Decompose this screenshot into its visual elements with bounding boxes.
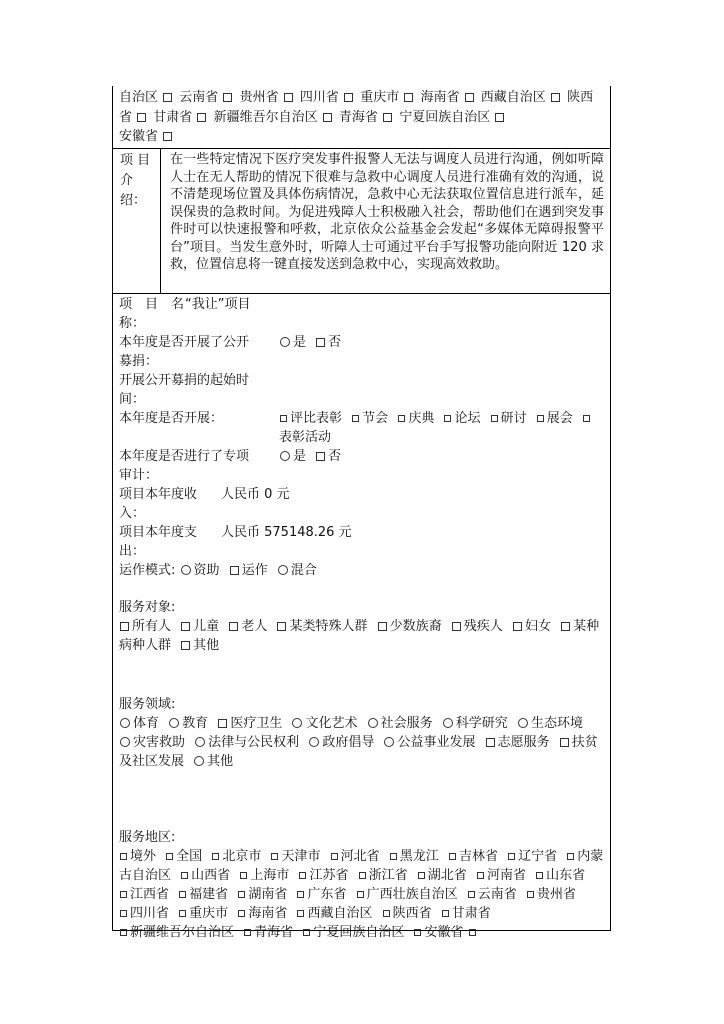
region-option[interactable]: 广西壮族自治区 xyxy=(356,887,458,902)
checkbox-icon[interactable] xyxy=(316,338,325,347)
checkbox-icon[interactable] xyxy=(212,853,219,860)
field-option[interactable]: 其他 xyxy=(193,754,233,769)
checkbox-icon[interactable] xyxy=(223,93,232,102)
checkbox-icon[interactable] xyxy=(513,622,522,631)
region-option[interactable]: 海南省 xyxy=(420,90,480,105)
field-option[interactable]: 扶贫及社区发展 xyxy=(119,735,598,769)
checkbox-icon[interactable] xyxy=(299,872,306,879)
activity-option[interactable]: 展会 xyxy=(536,411,573,426)
radio-icon[interactable] xyxy=(384,737,394,747)
service-targets-title: 服务对象: xyxy=(119,600,176,615)
checkbox-icon[interactable] xyxy=(536,872,543,879)
checkbox-icon[interactable] xyxy=(297,910,304,917)
checkbox-icon[interactable] xyxy=(181,872,188,879)
radio-icon[interactable] xyxy=(120,718,130,728)
checkbox-icon[interactable] xyxy=(277,622,286,631)
checkbox-icon[interactable] xyxy=(537,415,544,422)
radio-icon[interactable] xyxy=(194,756,204,766)
service-regions-options xyxy=(119,847,604,942)
region-option[interactable]: 青海省 xyxy=(339,110,399,125)
checkbox-icon[interactable] xyxy=(181,622,190,631)
region-option[interactable]: 内蒙古自治区 xyxy=(119,849,604,883)
checkbox-icon[interactable] xyxy=(344,93,353,102)
service-regions-title: 服务地区: xyxy=(119,830,176,845)
checkbox-icon[interactable] xyxy=(137,113,146,122)
region-option[interactable]: 陕西省 xyxy=(382,906,432,921)
checkbox-icon[interactable] xyxy=(240,872,247,879)
target-option[interactable]: 某种病种人群 xyxy=(119,619,600,653)
radio-icon[interactable] xyxy=(280,337,290,347)
audit-yes[interactable]: 是 xyxy=(279,449,306,464)
region-continuation-row xyxy=(113,86,610,149)
field-option[interactable]: 生态环境 xyxy=(517,716,583,731)
service-targets-options xyxy=(119,617,604,655)
field-option[interactable]: 体育 xyxy=(119,716,159,731)
checkbox-icon[interactable] xyxy=(583,415,590,422)
region-option[interactable]: 吉林省 xyxy=(448,849,498,864)
target-option[interactable]: 少数族裔 xyxy=(377,619,442,634)
field-option[interactable]: 社会服务 xyxy=(367,716,433,731)
income-field: 项目本年度收 入： 人民币 0 元 xyxy=(119,485,604,523)
field-option[interactable]: 科学研究 xyxy=(442,716,508,731)
project-details-row xyxy=(113,295,610,940)
field-option[interactable]: 政府倡导 xyxy=(308,735,374,750)
checkbox-icon[interactable] xyxy=(297,891,304,898)
region-option[interactable]: 云南省 xyxy=(467,887,517,902)
region-option[interactable]: 福建省 xyxy=(178,887,228,902)
activity-option[interactable]: 评比表彰 xyxy=(279,411,342,426)
service-fields-title: 服务领域: xyxy=(119,697,176,712)
region-option[interactable]: 新疆维吾尔自治区 xyxy=(214,110,339,125)
intro-text: 在一些特定情况下医疗突发事件报警人无法与调度人员进行沟通，例如听障人士在无人帮助的情况下很难与急救中心调度人员进行准确有效的沟通，说不清楚现场位置及具体伤病情况，急救中心无法获取位置信息进行派车，延误保贵的急救时间。为促进残障人士积极融入社会，帮助他们在遇到突发事件时可以快速报警和呼救，北京依众公益基金会发起“多媒体无障碍报警平台”项目。当发生意外时，听障人士可通过平台手写报警功能向附近 120 求救，位置信息将一键直接发送到急救中心，实现高效救助。 xyxy=(170,152,604,272)
checkbox-icon[interactable] xyxy=(390,853,397,860)
region-option[interactable]: 山东省 xyxy=(535,868,585,883)
region-option[interactable]: 湖北省 xyxy=(417,868,467,883)
radio-icon[interactable] xyxy=(368,718,378,728)
region-option[interactable]: 贵州省 xyxy=(526,887,576,902)
region-option[interactable]: 安徽省 xyxy=(119,129,175,144)
checkbox-icon[interactable] xyxy=(418,872,425,879)
target-option[interactable]: 儿童 xyxy=(180,619,219,634)
expense-field: 项目本年度支 出： 人民币 575148.26 元 xyxy=(119,523,604,561)
audit-no[interactable]: 否 xyxy=(315,449,341,464)
checkbox-icon[interactable] xyxy=(120,622,129,631)
checkbox-icon[interactable] xyxy=(229,622,238,631)
checkbox-icon[interactable] xyxy=(468,891,475,898)
checkbox-icon[interactable] xyxy=(442,910,449,917)
target-option[interactable]: 残疾人 xyxy=(451,619,503,634)
region-option[interactable]: 北京市 xyxy=(211,849,261,864)
region-option[interactable]: 重庆市 xyxy=(178,906,228,921)
intro-label: 项 目 介 绍： xyxy=(113,149,161,293)
checkbox-icon[interactable] xyxy=(414,929,421,936)
expense-value: 人民币 575148.26 元 xyxy=(221,525,352,540)
project-name-value: “我让”项目 xyxy=(185,297,251,312)
checkbox-icon[interactable] xyxy=(120,853,127,860)
form-table xyxy=(112,86,611,940)
region-option[interactable]: 江西省 xyxy=(119,887,169,902)
checkbox-icon[interactable] xyxy=(179,891,186,898)
checkbox-icon[interactable] xyxy=(163,93,172,102)
checkbox-icon[interactable] xyxy=(491,415,498,422)
region-option[interactable]: 河北省 xyxy=(330,849,380,864)
checkbox-icon[interactable] xyxy=(357,891,364,898)
region-option[interactable]: 上海市 xyxy=(239,868,289,883)
field-option[interactable]: 志愿服务 xyxy=(485,735,550,750)
target-option[interactable]: 其他 xyxy=(180,638,219,653)
checkbox-icon[interactable] xyxy=(383,910,390,917)
region-option[interactable]: 黑龙江 xyxy=(389,849,439,864)
mode-option[interactable]: 资助 xyxy=(180,563,220,578)
target-option[interactable]: 老人 xyxy=(228,619,267,634)
service-fields-options xyxy=(119,714,604,771)
region-option[interactable]: 甘肃省 xyxy=(441,906,491,921)
region-option[interactable]: 新疆维吾尔自治区 xyxy=(119,925,234,940)
checkbox-icon[interactable] xyxy=(316,452,325,461)
activities-field: 本年度是否开展： 评比表彰 节会 庆典 论坛 研讨 展会 表彰活动 xyxy=(119,409,604,447)
region-option[interactable]: 云南省 xyxy=(179,90,239,105)
radio-icon[interactable] xyxy=(280,451,290,461)
mode-option[interactable]: 运作 xyxy=(229,563,268,578)
checkbox-icon[interactable] xyxy=(284,93,293,102)
project-intro-row xyxy=(113,149,610,294)
region-option[interactable]: 宁夏回族自治区 xyxy=(399,110,507,125)
checkbox-icon[interactable] xyxy=(359,872,366,879)
checkbox-icon[interactable] xyxy=(527,891,534,898)
activity-option[interactable]: 研讨 xyxy=(490,411,527,426)
region-option[interactable]: 浙江省 xyxy=(358,868,408,883)
public-fund-no[interactable]: 否 xyxy=(315,335,341,350)
region-option[interactable]: 辽宁省 xyxy=(507,849,557,864)
field-option[interactable]: 医疗卫生 xyxy=(217,716,282,731)
checkbox-icon[interactable] xyxy=(120,910,127,917)
region-option[interactable]: 西藏自治区 xyxy=(296,906,372,921)
checkbox-icon[interactable] xyxy=(444,415,451,422)
checkbox-icon[interactable] xyxy=(323,113,332,122)
radio-icon[interactable] xyxy=(292,718,302,728)
income-value: 人民币 0 元 xyxy=(221,487,290,502)
checkbox-icon[interactable] xyxy=(218,719,227,728)
region-option[interactable]: 宁夏回族自治区 xyxy=(302,925,404,940)
checkbox-icon[interactable] xyxy=(469,929,476,936)
special-audit-field: 本年度是否进行了专项 审计： 是 否 xyxy=(119,449,342,483)
checkbox-icon[interactable] xyxy=(163,132,172,141)
radio-icon[interactable] xyxy=(169,718,179,728)
checkbox-icon[interactable] xyxy=(120,891,127,898)
target-option[interactable]: 所有人 xyxy=(119,619,171,634)
field-option[interactable]: 文化艺术 xyxy=(291,716,357,731)
checkbox-icon[interactable] xyxy=(271,853,278,860)
checkbox-icon[interactable] xyxy=(398,415,405,422)
radio-icon[interactable] xyxy=(518,718,528,728)
region-option[interactable]: 境外 xyxy=(119,849,156,864)
checkbox-icon[interactable] xyxy=(166,853,173,860)
region-option[interactable]: 西藏自治区 xyxy=(481,90,567,105)
field-option[interactable]: 法律与公民权利 xyxy=(194,735,299,750)
field-option[interactable]: 灾害救助 xyxy=(119,735,185,750)
checkbox-icon[interactable] xyxy=(495,113,504,122)
region-option[interactable]: 江苏省 xyxy=(298,868,348,883)
checkbox-icon[interactable] xyxy=(449,853,456,860)
activity-option[interactable]: 论坛 xyxy=(443,411,480,426)
region-option[interactable]: 甘肃省 xyxy=(153,110,213,125)
region-option[interactable]: 青海省 xyxy=(243,925,293,940)
checkbox-icon[interactable] xyxy=(230,566,239,575)
checkbox-icon[interactable] xyxy=(560,738,569,747)
checkbox-icon[interactable] xyxy=(120,929,127,936)
checkbox-icon[interactable] xyxy=(378,622,387,631)
checkbox-icon[interactable] xyxy=(303,929,310,936)
checkbox-icon[interactable] xyxy=(404,93,413,102)
region-option[interactable]: 海南省 xyxy=(237,906,287,921)
checkbox-icon[interactable] xyxy=(486,738,495,747)
checkbox-icon[interactable] xyxy=(280,415,287,422)
activity-option[interactable]: 节会 xyxy=(351,411,388,426)
activity-option[interactable]: 庆典 xyxy=(397,411,434,426)
region-option[interactable]: 安徽省 xyxy=(413,925,478,940)
target-option[interactable]: 某类特殊人群 xyxy=(276,619,367,634)
checkbox-icon[interactable] xyxy=(179,910,186,917)
checkbox-icon[interactable] xyxy=(561,622,570,631)
activity-option[interactable]: 表彰活动 xyxy=(279,411,593,445)
checkbox-icon[interactable] xyxy=(181,641,190,650)
checkbox-icon[interactable] xyxy=(238,891,245,898)
checkbox-icon[interactable] xyxy=(551,93,560,102)
fundraising-start-field: 开展公开募捐的起始时 间： xyxy=(119,373,250,407)
target-option[interactable]: 妇女 xyxy=(512,619,551,634)
radio-icon[interactable] xyxy=(195,737,205,747)
region-option[interactable]: 广东省 xyxy=(296,887,346,902)
region-option[interactable]: 贵州省 xyxy=(240,90,300,105)
checkbox-icon[interactable] xyxy=(508,853,515,860)
radio-icon[interactable] xyxy=(120,737,130,747)
region-option[interactable]: 自治区 xyxy=(119,90,179,105)
operation-mode-field: 运作模式: 资助 运作 混合 xyxy=(119,563,317,578)
project-name-field: 项 目 名 称： “我让”项目 xyxy=(119,295,604,333)
region-option[interactable]: 天津市 xyxy=(270,849,320,864)
public-fundraising-field: 本年度是否开展了公开 募捐： 是 否 xyxy=(119,335,342,369)
checkbox-icon[interactable] xyxy=(352,415,359,422)
region-option[interactable]: 湖南省 xyxy=(237,887,287,902)
radio-icon[interactable] xyxy=(278,565,288,575)
checkbox-icon[interactable] xyxy=(238,910,245,917)
region-option[interactable]: 陕西省 xyxy=(119,90,594,125)
checkbox-icon[interactable] xyxy=(477,872,484,879)
checkbox-icon[interactable] xyxy=(452,622,461,631)
checkbox-icon[interactable] xyxy=(465,93,474,102)
region-option[interactable]: 全国 xyxy=(165,849,202,864)
checkbox-icon[interactable] xyxy=(567,853,574,860)
field-option[interactable]: 公益事业发展 xyxy=(383,735,475,750)
mode-option[interactable]: 混合 xyxy=(277,563,317,578)
checkbox-icon[interactable] xyxy=(331,853,338,860)
region-option[interactable]: 河南省 xyxy=(476,868,526,883)
radio-icon[interactable] xyxy=(181,565,191,575)
region-option[interactable]: 山西省 xyxy=(180,868,230,883)
region-option[interactable]: 四川省 xyxy=(119,906,169,921)
checkbox-icon[interactable] xyxy=(383,113,392,122)
radio-icon[interactable] xyxy=(309,737,319,747)
checkbox-icon[interactable] xyxy=(197,113,206,122)
public-fund-yes[interactable]: 是 xyxy=(279,335,306,350)
region-option[interactable]: 重庆市 xyxy=(360,90,420,105)
region-option[interactable]: 四川省 xyxy=(300,90,360,105)
radio-icon[interactable] xyxy=(443,718,453,728)
checkbox-icon[interactable] xyxy=(244,929,251,936)
field-option[interactable]: 教育 xyxy=(168,716,208,731)
